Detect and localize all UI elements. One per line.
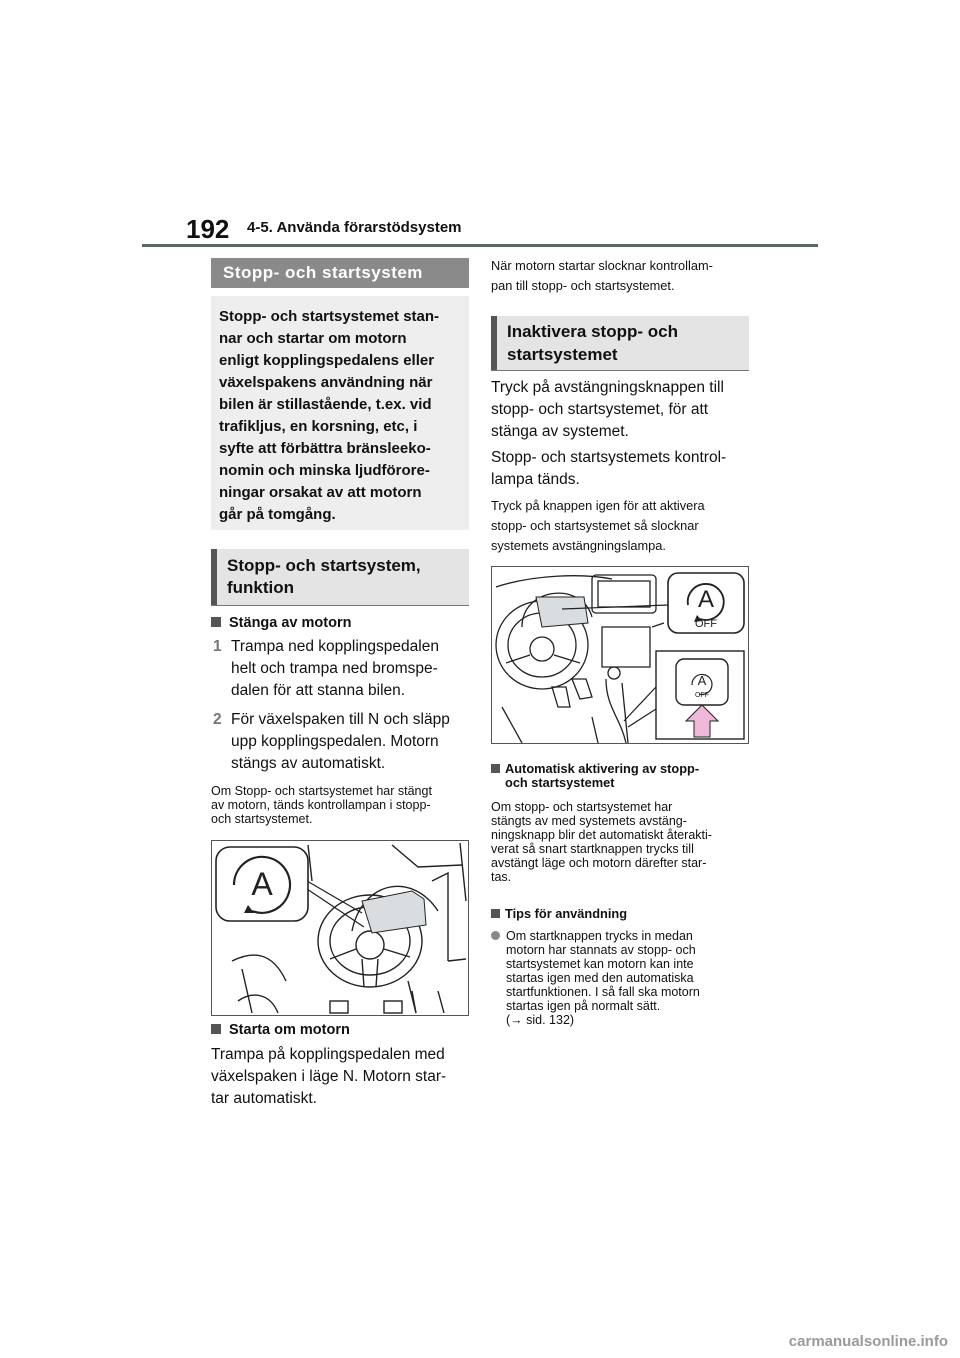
intro-line: går på tomgång.: [219, 506, 336, 523]
page-reference: (→ sid. 132): [506, 1013, 575, 1027]
intro-line: enligt kopplingspedalens eller: [219, 352, 435, 369]
intro-line: ningar orsakat av att motorn: [219, 484, 422, 501]
disable-title-line: startsystemet: [507, 345, 618, 364]
cluster-highlight: [536, 597, 588, 627]
intro-panel: [211, 296, 469, 530]
running-head: 4-5. Använda förarstödsystem: [247, 219, 462, 236]
intro-line: syfte att förbättra bränsleeko-: [219, 440, 431, 457]
function-title-band: [211, 549, 469, 605]
indicator-a-glyph: A: [251, 866, 273, 902]
off-button-figure: [491, 566, 749, 744]
small-button-a-glyph: A: [697, 673, 707, 688]
page-number: 192: [186, 214, 230, 244]
square-bullet-icon: [491, 764, 500, 773]
para-2: Stopp- och startsystemets kontrol- lampa tänds.: [491, 449, 727, 488]
section-title-band: [211, 258, 469, 288]
stop-heading: Stänga av motorn: [211, 612, 351, 634]
square-bullet-icon: [491, 909, 500, 918]
disable-title-band: [491, 316, 749, 370]
para-1: Tryck på avstängningsknappen till stopp- och startsystemet, för att stänga av systemet.: [491, 379, 724, 440]
para-3: Tryck på knappen igen för att aktivera stopp- och startsystemet så slocknar systemets avstängningslampa.: [491, 498, 705, 553]
section-title: Stopp- och startsystem: [223, 263, 423, 282]
intro-line: nar och startar om motorn: [219, 330, 407, 347]
intro-line: nomin och minska ljudförore-: [219, 462, 430, 479]
circle-bullet-icon: [491, 931, 500, 940]
note: Om Stopp- och startsystemet har stängt av motorn, tänds kontrollampan i stopp- och startsystemet.: [211, 784, 432, 826]
square-bullet-icon: [211, 617, 221, 627]
watermark: carmanualsonline.info: [788, 1333, 948, 1350]
button-a-glyph: A: [697, 586, 715, 613]
top-paragraph: När motorn startar slocknar kontrollam- pan till stopp- och startsystemet.: [491, 258, 713, 293]
intro-line: bilen är stillastående, t.ex. vid: [219, 396, 432, 413]
tips-heading: Tips för användning: [491, 906, 627, 921]
function-title-line: Stopp- och startsystem,: [227, 556, 421, 575]
start-heading: Starta om motorn: [211, 1019, 350, 1041]
square-bullet-icon: [211, 1024, 221, 1034]
function-title-rule: [211, 605, 469, 606]
step-number: 2: [213, 711, 222, 728]
dashboard-illustration: [212, 841, 468, 1015]
intro-line: växelspakens användning när: [219, 374, 433, 391]
step-2: 2 För växelspaken till N och släpp upp kopplingspedalen. Motorn stängs av automatiskt.: [213, 711, 450, 772]
tips-item: Om startknappen trycks in medan motorn har stannats av stopp- och startsystemet kan motorn kan inte startas igen med den automatiska startfunktionen. I så fall ska motorn startas igen på normalt sätt. (→ sid. 132): [491, 929, 753, 1027]
step-number: 1: [213, 638, 222, 655]
intro-line: Stopp- och startsystemet stan-: [219, 308, 440, 325]
indicator-lamp-highlight: [362, 891, 426, 933]
disable-title-rule: [491, 370, 749, 371]
small-button-off-label: OFF: [695, 692, 709, 699]
disable-title-line: Inaktivera stopp- och: [507, 322, 678, 341]
auto-paragraph: Om stopp- och startsystemet har stängts av med systemets avstäng- ningsknapp blir det automatiskt återakti- verat så snart startknappen trycks till avstängt läge och motorn därefter star- tas.: [491, 800, 712, 884]
header-rule: [142, 244, 818, 247]
button-off-label: OFF: [695, 618, 717, 630]
dashboard-figure: [211, 840, 469, 1016]
off-button-illustration: [492, 567, 748, 743]
auto-heading: Automatisk aktivering av stopp- och startsystemet: [491, 762, 753, 790]
intro-line: trafikljus, en korsning, etc, i: [219, 418, 418, 435]
step-1: 1 Trampa ned kopplingspedalen helt och trampa ned bromspe- dalen för att stanna bilen.: [213, 638, 439, 699]
function-title-line: funktion: [227, 578, 295, 597]
start-paragraph: Trampa på kopplingspedalen med växelspaken i läge N. Motorn star- tar automatiskt.: [211, 1046, 447, 1107]
